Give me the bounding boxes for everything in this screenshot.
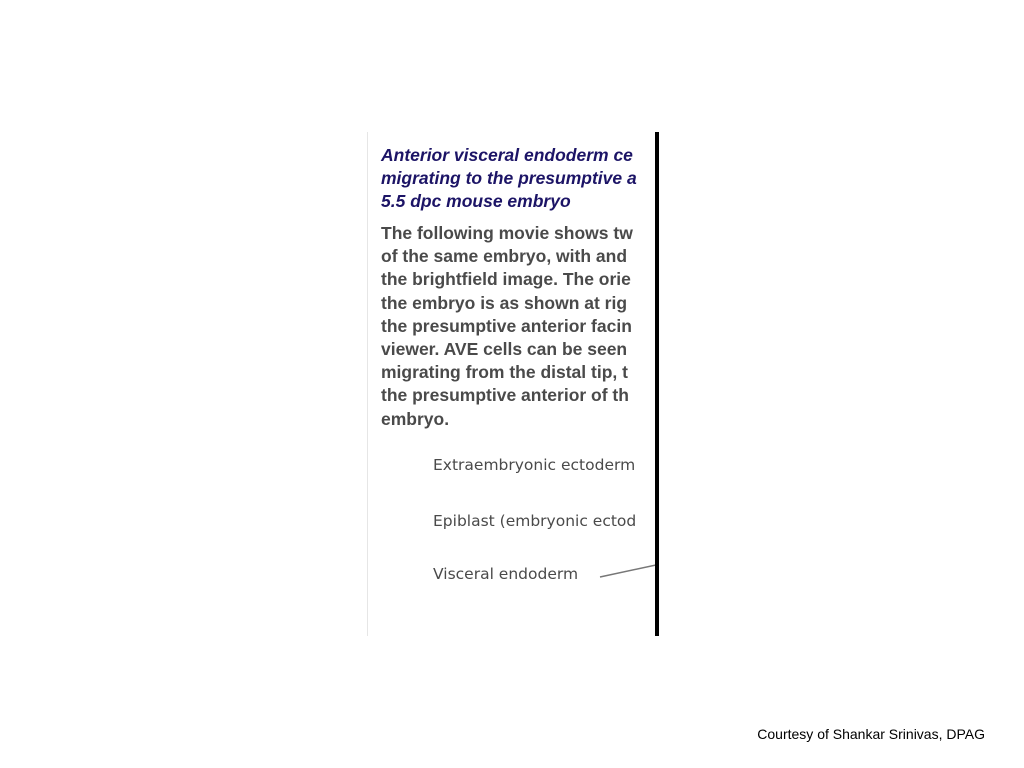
embedded-image-panel [367, 132, 656, 636]
body-line: the brightfield image. The orie [381, 269, 631, 290]
heading-line: migrating to the presumptive a [381, 168, 637, 188]
label-extraembryonic-ectoderm: Extraembryonic ectoderm [433, 456, 636, 474]
body-line: The following movie shows tw [381, 223, 633, 243]
label-visceral-endoderm: Visceral endoderm [433, 565, 579, 583]
body-line: of the same embryo, with and [381, 246, 628, 267]
panel-heading [381, 144, 656, 213]
body-line: the presumptive anterior of th [381, 385, 629, 406]
pointer-line-stroke [600, 565, 656, 577]
heading-line: 5.5 dpc mouse embryo [381, 191, 571, 211]
body-line: migrating from the distal tip, t [381, 362, 628, 383]
body-line: the presumptive anterior facin [381, 315, 632, 336]
heading-line: Anterior visceral endoderm ce [381, 145, 633, 165]
panel-body [381, 222, 656, 431]
panel-right-border [655, 132, 659, 636]
body-line: the embryo is as shown at rig [381, 292, 628, 313]
credit-text: Courtesy of Shankar Srinivas, DPAG [757, 726, 985, 742]
panel-text [381, 144, 656, 431]
label-epiblast: Epiblast (embryonic ectod [433, 512, 637, 530]
body-line: embryo. [381, 408, 450, 429]
pointer-line [598, 562, 656, 582]
body-line: viewer. AVE cells can be seen [381, 339, 628, 360]
